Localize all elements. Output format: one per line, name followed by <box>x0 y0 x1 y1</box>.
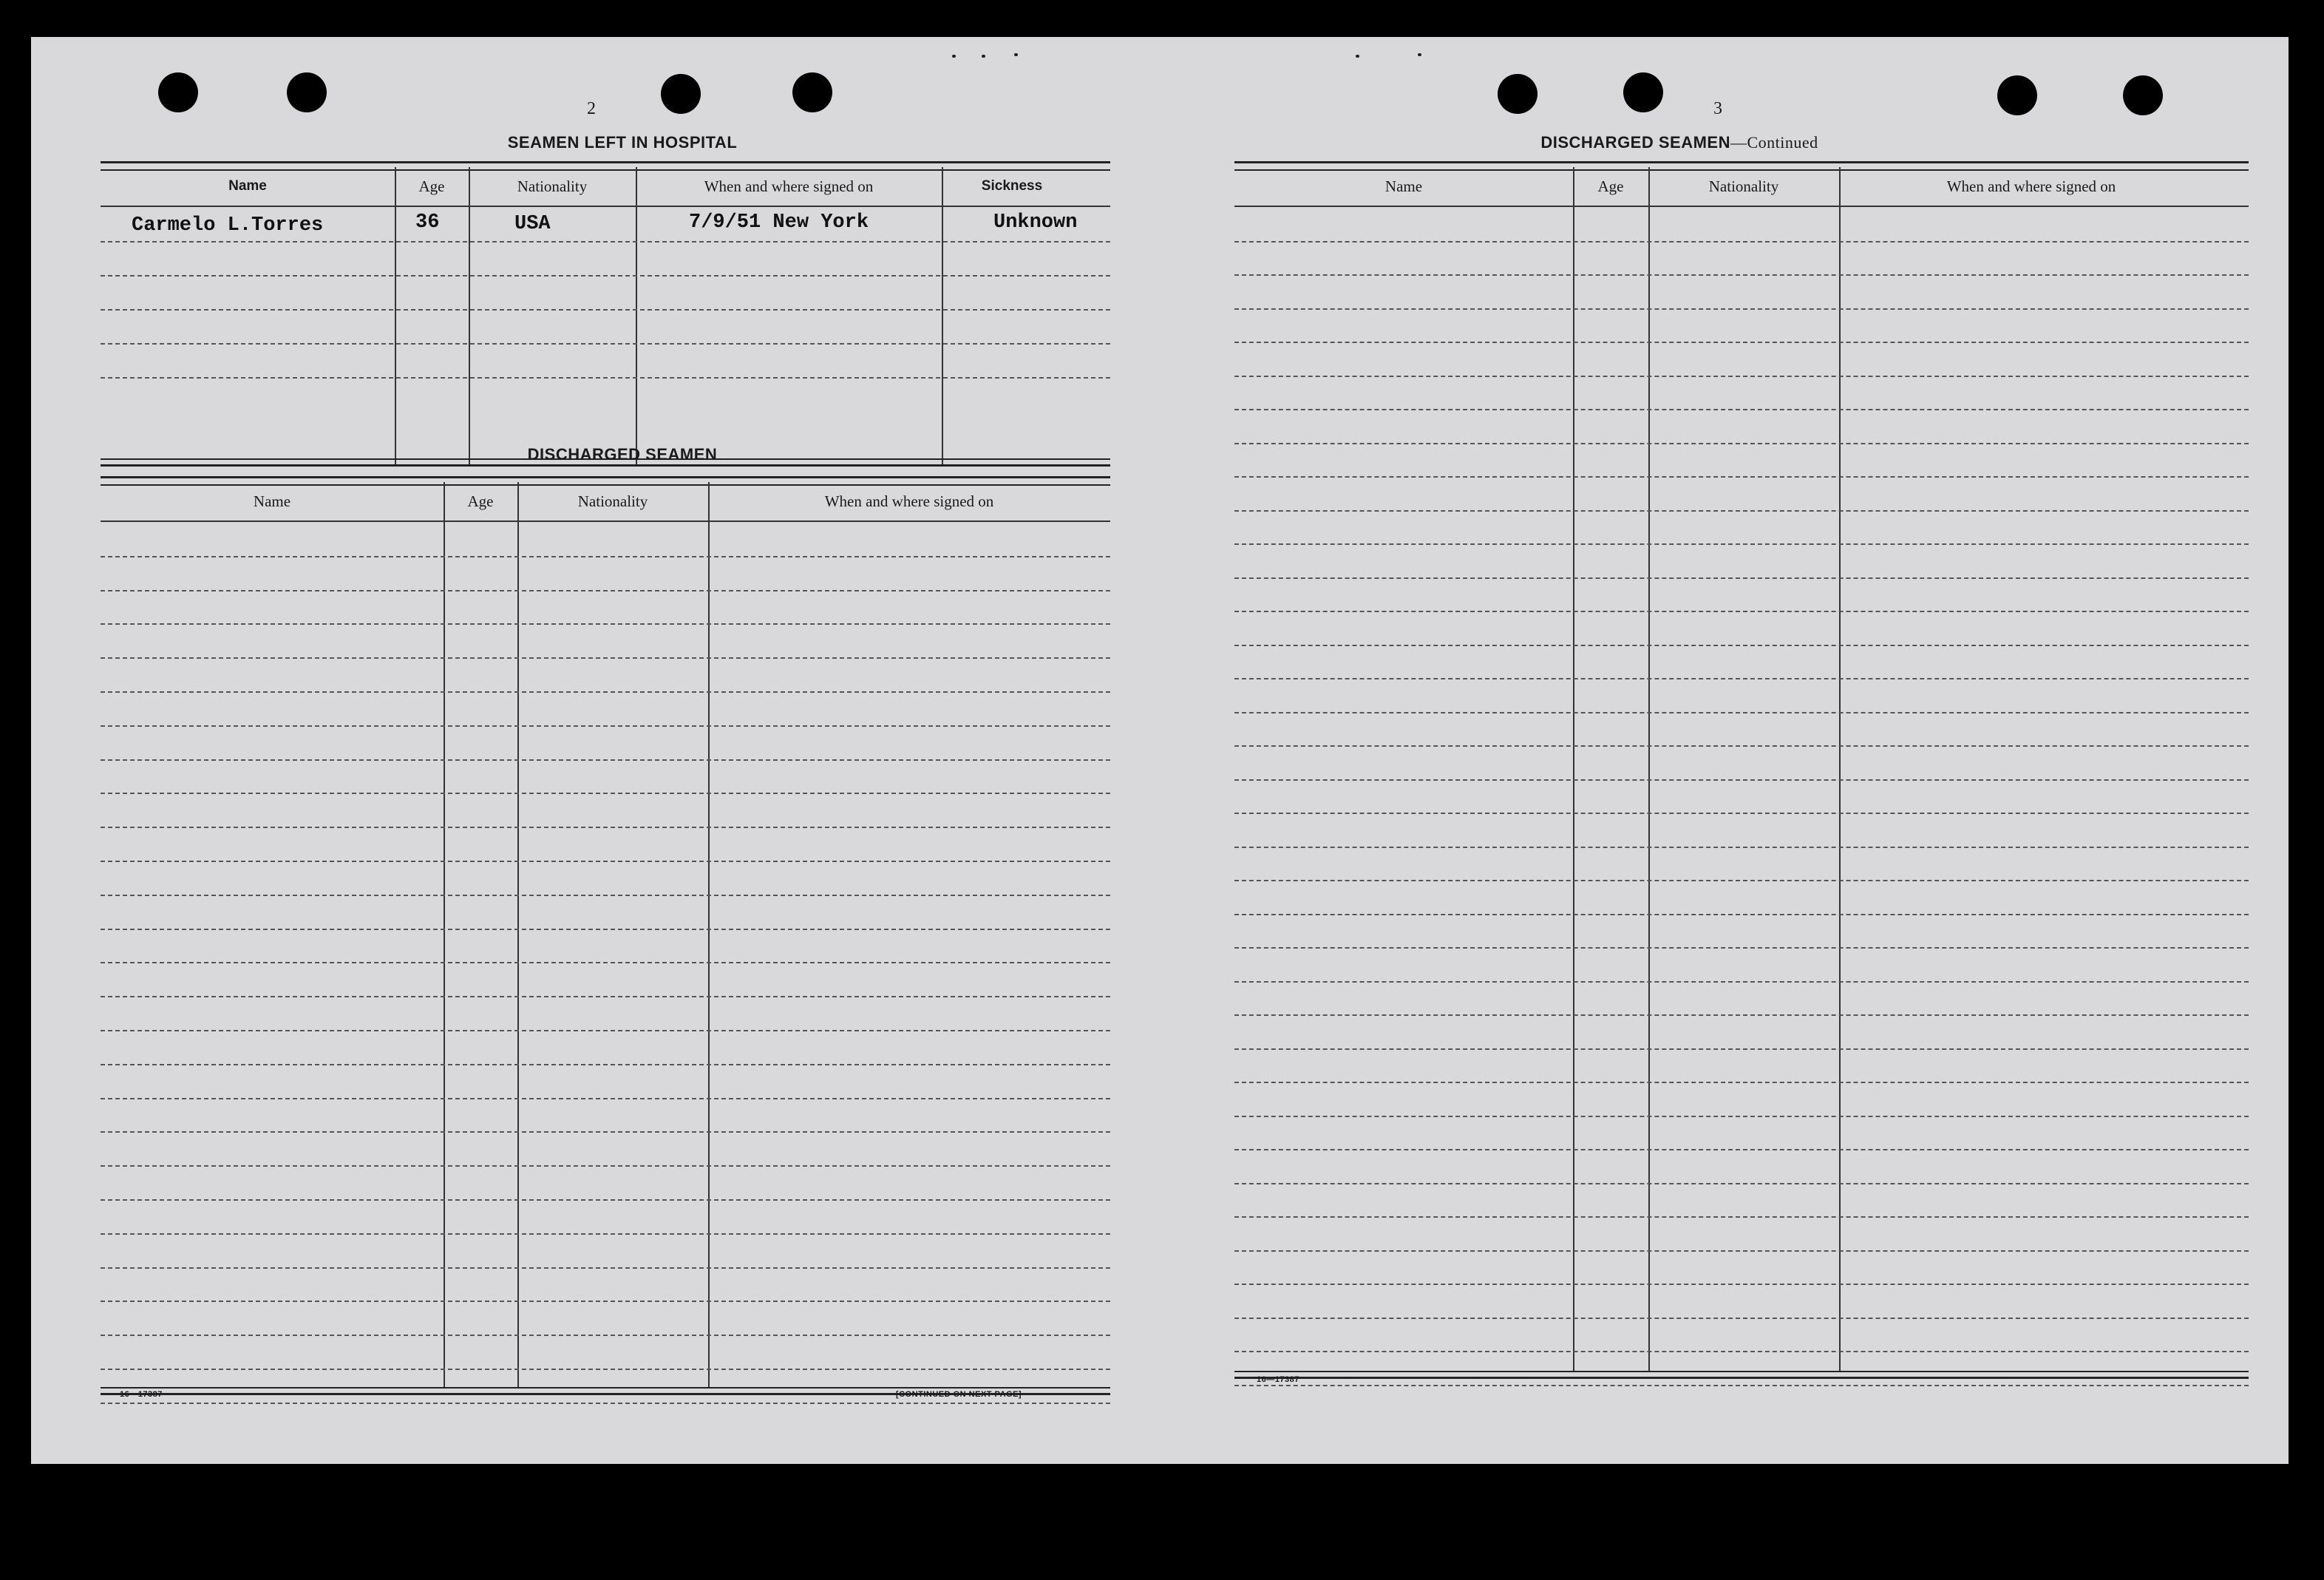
table-row <box>101 759 1110 795</box>
table-row <box>101 309 1110 345</box>
table-row <box>1234 376 2249 411</box>
table-row <box>1234 543 2249 579</box>
table-row <box>101 827 1110 862</box>
table-row <box>101 657 1110 693</box>
form-number-left: 16—17387 <box>120 1390 163 1399</box>
table-row <box>1234 1048 2249 1084</box>
table-row <box>1234 779 2249 815</box>
cell-nationality: USA <box>514 213 551 235</box>
table-row <box>1234 1116 2249 1151</box>
table-row <box>1234 1250 2249 1286</box>
binder-hole <box>1498 74 1538 114</box>
column-header-age: Age <box>467 492 494 510</box>
table-header <box>1234 167 2249 207</box>
hospital-table <box>101 161 1110 466</box>
table-row <box>101 861 1110 896</box>
table-row <box>101 275 1110 311</box>
form-number-right: 16—17387 <box>1257 1375 1299 1384</box>
discharged-continued-title <box>1480 133 1879 152</box>
table-row <box>101 1064 1110 1099</box>
table-row <box>101 1030 1110 1065</box>
binder-hole <box>158 72 198 112</box>
table-row <box>101 522 1110 557</box>
table-row <box>1234 880 2249 915</box>
table-row <box>1234 1014 2249 1050</box>
ink-speck <box>952 55 956 58</box>
column-header-age: Age <box>418 177 445 195</box>
binder-hole <box>287 72 327 112</box>
column-header-nationality: Nationality <box>517 177 588 195</box>
table-row <box>101 996 1110 1031</box>
table-row <box>1234 308 2249 344</box>
table-row <box>1234 1082 2249 1117</box>
binder-hole <box>1997 75 2037 115</box>
cell-name: Carmelo L.Torres <box>132 214 324 237</box>
table-row <box>101 1131 1110 1167</box>
table-row <box>1234 914 2249 949</box>
column-header-signed-on: When and where signed on <box>824 492 994 510</box>
discharged-section-title: DISCHARGED SEAMEN <box>527 445 718 464</box>
column-header-sickness: Sickness <box>981 178 1043 194</box>
table-row <box>1234 847 2249 882</box>
table-row <box>1234 207 2249 243</box>
document-sheet <box>31 37 2289 1464</box>
column-header-name: Name <box>1384 177 1423 195</box>
table-row <box>101 793 1110 828</box>
hospital-section-title: SEAMEN LEFT IN HOSPITAL <box>507 133 738 152</box>
table-row <box>1234 1183 2249 1218</box>
continued-note: [CONTINUED ON NEXT PAGE] <box>896 1390 1022 1399</box>
table-row <box>101 590 1110 625</box>
discharged-table-right <box>1234 161 2249 1411</box>
table-row <box>101 725 1110 761</box>
column-header-signed-on: When and where signed on <box>1946 177 2116 195</box>
table-row <box>1234 476 2249 512</box>
table-row <box>1234 813 2249 848</box>
table-row <box>1234 645 2249 680</box>
table-row <box>101 1335 1110 1370</box>
page-number-left: 2 <box>587 99 596 118</box>
table-row <box>101 691 1110 727</box>
table-row <box>1234 981 2249 1017</box>
table-row <box>101 929 1110 964</box>
table-row <box>1234 712 2249 747</box>
binder-hole <box>2123 75 2163 115</box>
column-header-name: Name <box>228 178 267 194</box>
table-row <box>1234 274 2249 310</box>
table-row <box>101 207 1110 243</box>
table-row <box>1234 1149 2249 1184</box>
ink-speck <box>982 55 985 58</box>
table-row <box>1234 947 2249 983</box>
ink-speck <box>1356 55 1359 58</box>
ink-speck <box>1418 53 1421 56</box>
discharged-table-left <box>101 476 1110 1393</box>
table-row <box>101 962 1110 997</box>
cell-sickness: Unknown <box>993 211 1078 234</box>
table-row <box>1234 745 2249 781</box>
column-header-nationality: Nationality <box>577 492 648 510</box>
discharged-continued-title-main: DISCHARGED SEAMEN <box>1540 133 1730 152</box>
table-row <box>1234 678 2249 713</box>
column-header-nationality: Nationality <box>1708 177 1779 195</box>
table-row <box>101 1233 1110 1269</box>
table-row <box>1234 510 2249 546</box>
table-row <box>1234 1284 2249 1319</box>
column-header-name: Name <box>253 492 291 510</box>
cell-age: 36 <box>415 211 440 234</box>
table-row <box>101 343 1110 379</box>
table-header <box>101 482 1110 522</box>
column-header-signed-on: When and where signed on <box>704 177 874 195</box>
table-row <box>1234 409 2249 444</box>
table-row <box>1234 443 2249 478</box>
table-row <box>1234 1351 2249 1386</box>
page-number-right: 3 <box>1713 99 1722 118</box>
binder-hole <box>792 72 832 112</box>
table-row <box>101 556 1110 591</box>
table-row <box>101 1301 1110 1336</box>
table-bottom-rule <box>1234 1371 2249 1379</box>
table-header <box>101 167 1110 207</box>
table-row <box>1234 241 2249 277</box>
table-row <box>101 1165 1110 1201</box>
table-row <box>101 895 1110 930</box>
ink-speck <box>1014 53 1018 56</box>
table-row <box>1234 1216 2249 1252</box>
binder-hole <box>661 74 701 114</box>
discharged-continued-suffix: —Continued <box>1730 133 1818 152</box>
table-row <box>101 1267 1110 1303</box>
table-row <box>101 1098 1110 1133</box>
table-row <box>101 241 1110 277</box>
table-row <box>101 1199 1110 1235</box>
table-row <box>1234 577 2249 613</box>
column-header-age: Age <box>1597 177 1624 195</box>
table-row <box>1234 1318 2249 1353</box>
table-row <box>1234 342 2249 377</box>
cell-signed-on: 7/9/51 New York <box>689 211 869 234</box>
table-row <box>101 623 1110 659</box>
binder-hole <box>1623 72 1663 112</box>
table-row <box>1234 611 2249 646</box>
